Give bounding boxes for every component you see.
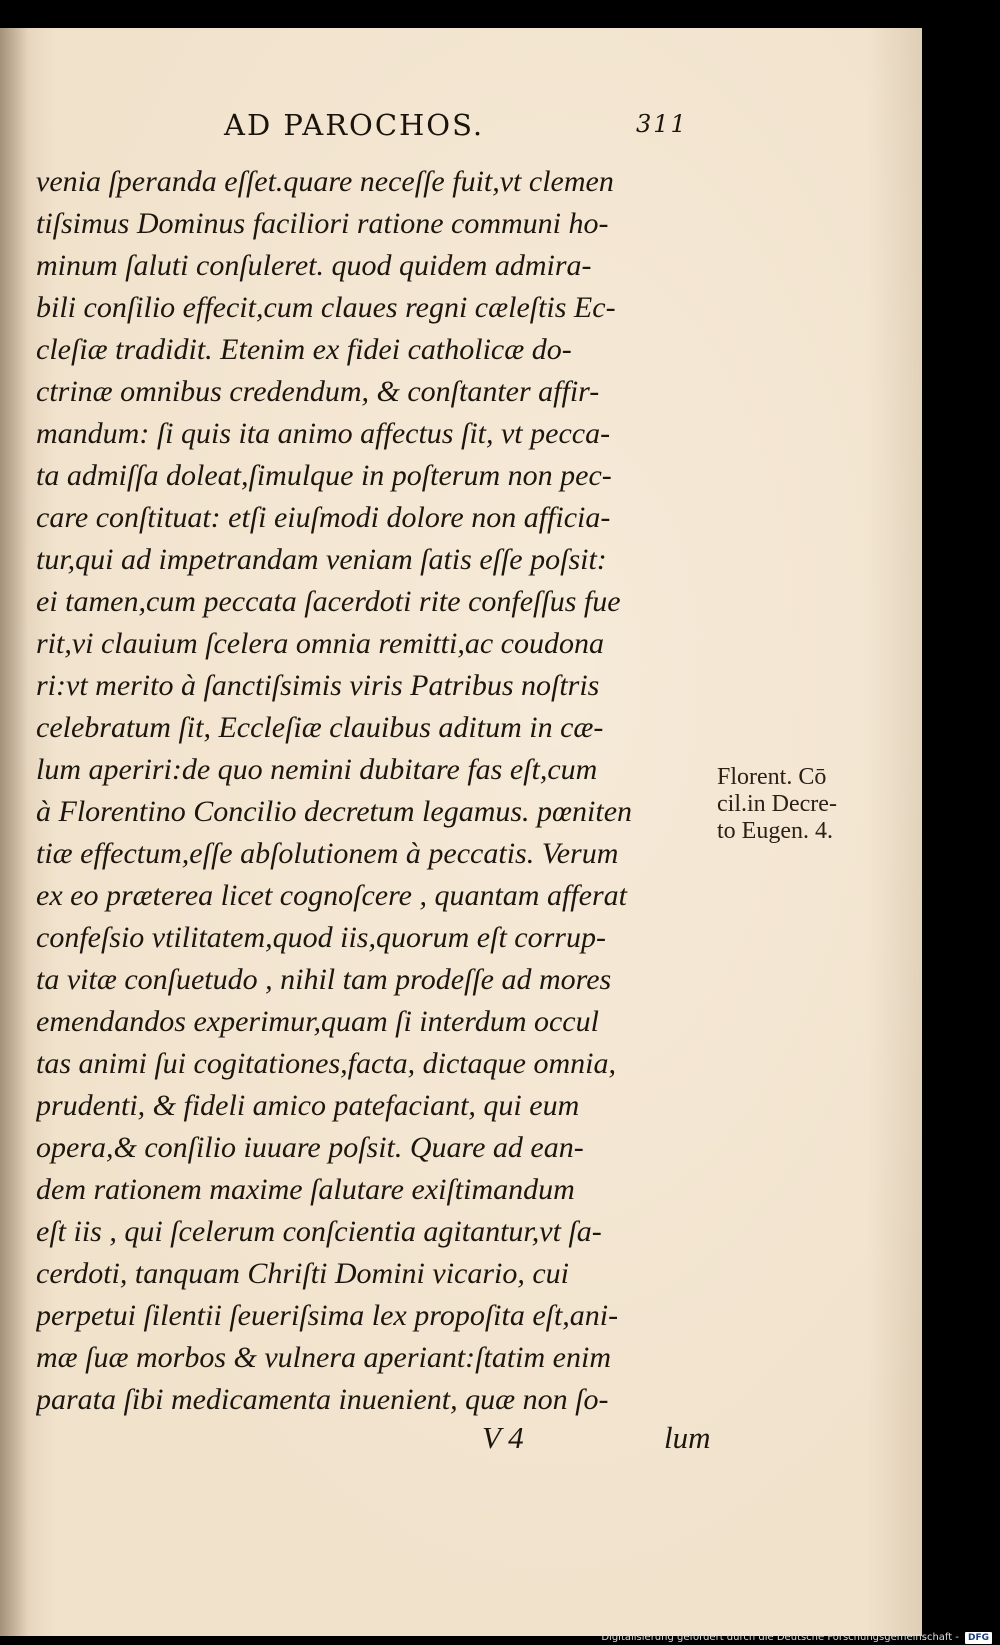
text-line: parata ſibi medicamenta inuenient, quæ non ſo-	[36, 1383, 609, 1416]
page-footer	[36, 1420, 712, 1460]
credit-text: Digitalisierung gefördert durch die Deutsche Forschungsgemeinschaft -	[601, 1632, 959, 1643]
signature-mark: V 4	[482, 1420, 524, 1455]
margin-note	[717, 764, 877, 845]
catchword: lum	[664, 1420, 711, 1455]
text-line: tur,qui ad impetrandam veniam ſatis eſſe poſsit:	[36, 543, 607, 576]
text-line: ta admiſſa doleat,ſimulque in poſterum non pec-	[36, 459, 612, 492]
text-line: ex eo præterea licet cognoſcere , quantam afferat	[36, 879, 627, 912]
gutter-shadow	[0, 28, 28, 1636]
text-line: minum ſaluti conſuleret. quod quidem admira-	[36, 249, 592, 282]
text-line: ctrinæ omnibus credendum, & conſtanter affir-	[36, 375, 600, 408]
text-line: rit,vi clauium ſcelera omnia remitti,ac coudona	[36, 627, 604, 660]
text-line: tiſsimus Dominus faciliori ratione communi ho-	[36, 207, 609, 240]
page-number: 311	[636, 110, 688, 138]
text-line: prudenti, & fideli amico patefaciant, qui eum	[36, 1089, 580, 1122]
text-line: tas animi ſui cogitationes,facta, dictaque omnia,	[36, 1047, 616, 1080]
text-line: mæ ſuæ morbos & vulnera aperiant:ſtatim enim	[36, 1341, 611, 1374]
text-line: mandum: ſi quis ita animo affectus ſit, vt pecca-	[36, 417, 611, 450]
text-line: confeſsio vtilitatem,quod iis,quorum eſt corrup-	[36, 921, 606, 954]
text-line: celebratum ſit, Eccleſiæ clauibus aditum in cæ-	[36, 711, 604, 744]
book-page	[0, 28, 922, 1636]
text-line: tiæ effectum,eſſe abſolutionem à peccatis. Verum	[36, 837, 619, 870]
text-line: à Florentino Concilio decretum legamus. pœniten	[36, 795, 633, 828]
margin-note-line: cil.in Decre-	[717, 791, 837, 817]
running-head: AD PAROCHOS.	[224, 108, 485, 142]
text-line: cleſiæ tradidit. Etenim ex fidei catholicæ do-	[36, 333, 572, 366]
text-line: lum aperiri:de quo nemini dubitare fas eſt,cum	[36, 753, 598, 786]
text-line: ei tamen,cum peccata ſacerdoti rite confeſſus fue	[36, 585, 621, 618]
text-line: eſt iis , qui ſcelerum conſcientia agitantur,vt ſa-	[36, 1215, 602, 1248]
text-line: perpetui ſilentii ſeueriſsima lex propoſita eſt,ani-	[36, 1299, 619, 1332]
credit-bar	[0, 1630, 1000, 1645]
margin-note-line: Florent. Cō	[717, 764, 827, 790]
text-line: venia ſperanda eſſet.quare neceſſe fuit,vt clemen	[36, 165, 614, 198]
page-header	[224, 108, 694, 148]
dfg-logo: DFG	[965, 1632, 992, 1644]
body-text	[36, 161, 712, 1421]
text-line: bili conſilio effecit,cum claues regni cæleſtis Ec-	[36, 291, 616, 324]
text-line: cerdoti, tanquam Chriſti Domini vicario, cui	[36, 1257, 570, 1290]
text-line: dem rationem maxime ſalutare exiſtimandum	[36, 1173, 575, 1206]
text-line: care conſtituat: etſi eiuſmodi dolore non afficia-	[36, 501, 611, 534]
text-line: opera,& conſilio iuuare poſsit. Quare ad ean-	[36, 1131, 584, 1164]
margin-note-line: to Eugen. 4.	[717, 818, 833, 844]
text-line: ri:vt merito à ſanctiſsimis viris Patribus noſtris	[36, 669, 600, 702]
text-line: emendandos experimur,quam ſi interdum occul	[36, 1005, 599, 1038]
text-line: ta vitæ conſuetudo , nihil tam prodeſſe ad mores	[36, 963, 612, 996]
